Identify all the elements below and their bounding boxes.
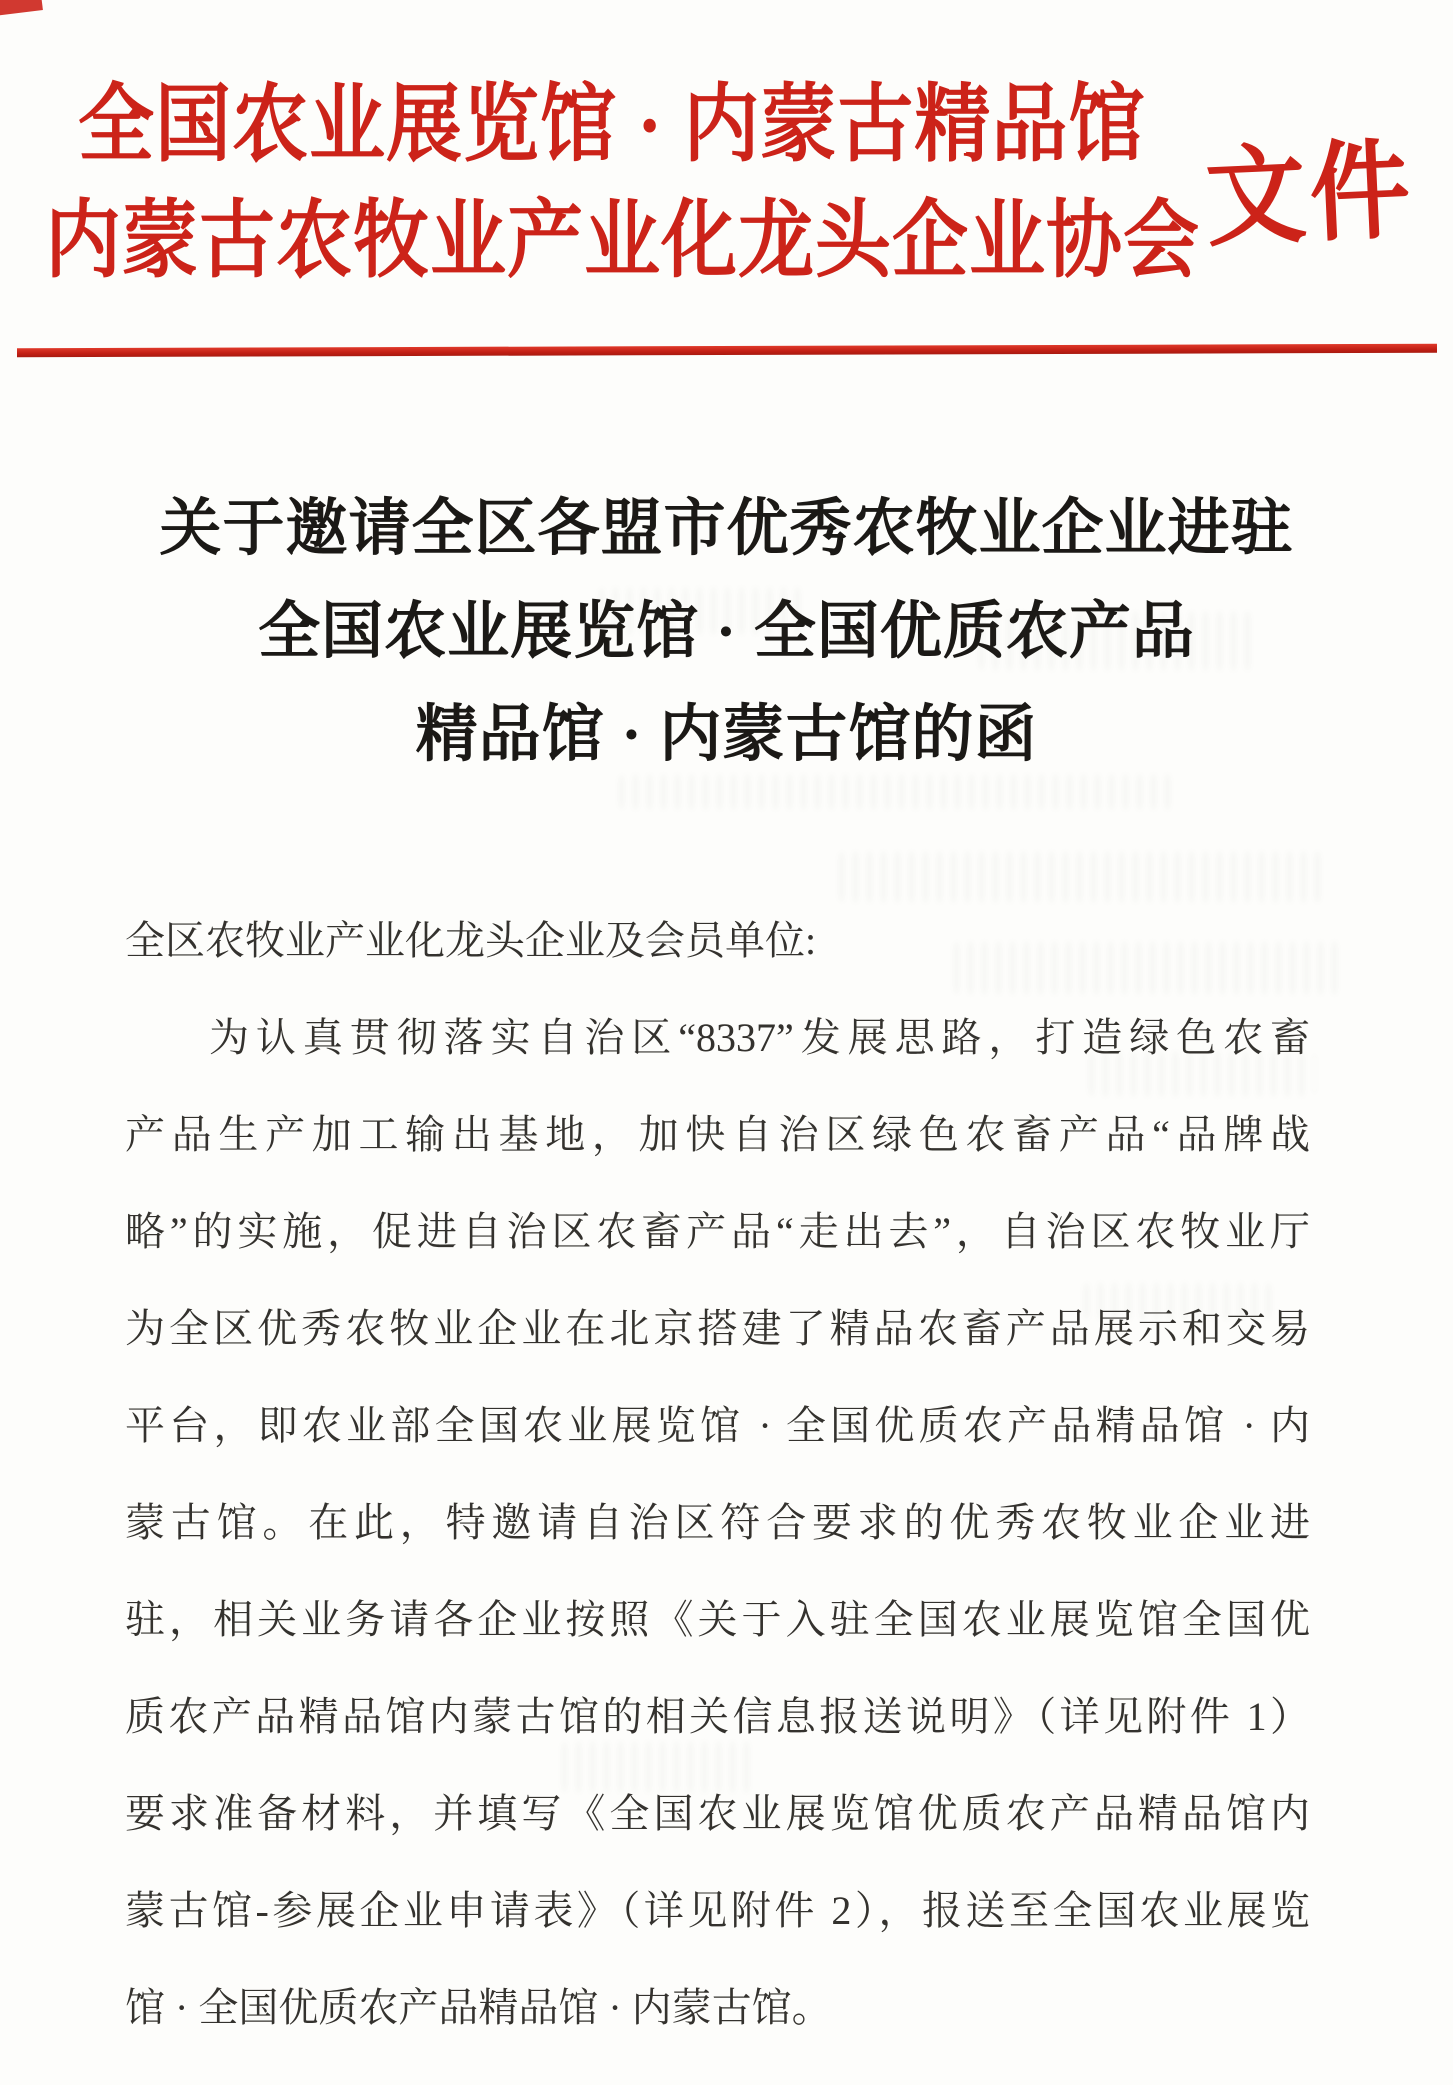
body-line: 蒙古馆。在此，特邀请自治区符合要求的优秀农牧业企业进 <box>125 1500 1310 1545</box>
bleedthrough-smudge <box>840 852 1320 902</box>
red-divider-rule <box>17 344 1437 357</box>
bleedthrough-smudge <box>980 612 1250 670</box>
scan-artifact-corner-mark <box>0 0 43 16</box>
body-line: 产品生产加工输出基地，加快自治区绿色农畜产品“品牌战 <box>125 1112 1310 1157</box>
letterhead-org-line1: 全国农业展览馆 · 内蒙古精品馆 <box>78 78 1146 173</box>
bleedthrough-smudge <box>1085 1283 1270 1319</box>
bleedthrough-smudge <box>1090 1052 1315 1096</box>
body-line: 为全区优秀农牧业企业在北京搭建了精品农畜产品展示和交易 <box>125 1306 1310 1351</box>
bleedthrough-smudge <box>600 588 810 634</box>
document-title-line3: 精品馆 · 内蒙古馆的函 <box>415 701 1038 769</box>
body-line: 馆 · 全国优质农产品精品馆 · 内蒙古馆。 <box>125 1985 832 2030</box>
body-line: 驻，相关业务请各企业按照《关于入驻全国农业展览馆全国优 <box>125 1597 1310 1642</box>
body-line: 略”的实施，促进自治区农畜产品“走出去”，自治区农牧业厅 <box>125 1209 1310 1254</box>
body-line: 要求准备材料，并填写《全国农业展览馆优质农产品精品馆内 <box>125 1791 1310 1836</box>
body-line: 质农产品精品馆内蒙古馆的相关信息报送说明》（详见附件 1） <box>125 1694 1310 1739</box>
body-line: 蒙古馆-参展企业申请表》（详见附件 2），报送至全国农业展览 <box>125 1888 1310 1933</box>
bleedthrough-smudge <box>955 942 1345 994</box>
body-line: 平台，即农业部全国农业展览馆 · 全国优质农产品精品馆 · 内 <box>125 1403 1310 1448</box>
salutation: 全区农牧业产业化龙头企业及会员单位: <box>125 918 817 963</box>
body-line: 为认真贯彻落实自治区“8337”发展思路，打造绿色农畜 <box>209 1015 1310 1060</box>
document-title-line1: 关于邀请全区各盟市优秀农牧业企业进驻 <box>159 495 1294 563</box>
bleedthrough-smudge <box>563 1742 753 1792</box>
letterhead-org-line2: 内蒙古农牧业产业化龙头企业协会 <box>45 194 1200 289</box>
document-title-line2: 全国农业展览馆 · 全国优质农产品 <box>258 598 1195 666</box>
doc-type-label: 文件 <box>1203 130 1417 260</box>
bleedthrough-smudge <box>620 775 1180 809</box>
